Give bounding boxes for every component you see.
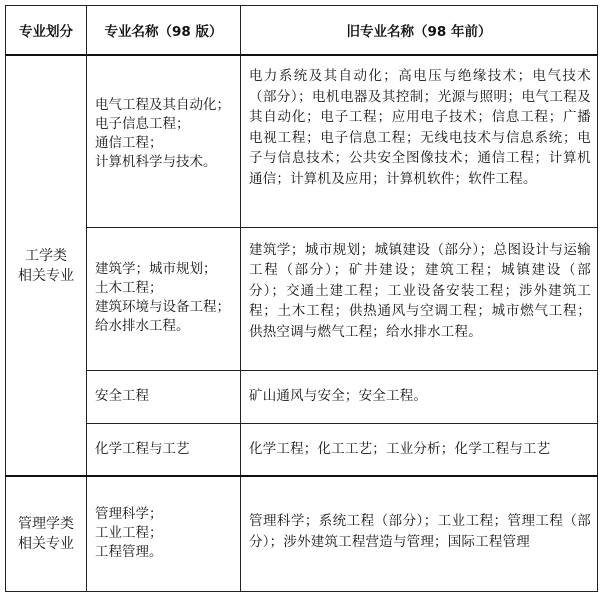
- category-cell-engineering: 工学类 相关专业: [6, 55, 87, 476]
- category-cell-management: 管理学类 相关专业: [6, 476, 87, 591]
- major-cell: 安全工程: [87, 370, 241, 423]
- table-row: [6, 423, 598, 476]
- old-major-cell: 矿山通风与安全；安全工程。: [241, 370, 598, 423]
- major-cell: 电气工程及其自动化； 电子信息工程； 通信工程； 计算机科学与技术。: [87, 55, 241, 227]
- table-row: [6, 370, 598, 423]
- header-old-major: 旧专业名称（98 年前）: [241, 6, 598, 56]
- old-major-cell: 建筑学；城市规划；城镇建设（部分）；总图设计与运输工程（部分）；矿井建设；建筑工程；城镇建设（部分）；交通土建工程；工业设备安装工程；涉外建筑工程；土木工程；供热通风与空调工程；城市燃气工程；供热空调与燃气工程；给水排水工程。: [241, 227, 598, 370]
- table-row: [6, 476, 598, 591]
- header-division: 专业划分: [6, 6, 87, 56]
- major-cell: 管理科学； 工业工程； 工程管理。: [87, 476, 241, 591]
- old-major-cell: 化学工程；化工工艺；工业分析；化学工程与工艺: [241, 423, 598, 476]
- old-major-cell: 管理科学；系统工程（部分）；工业工程；管理工程（部分）；涉外建筑工程营造与管理；国际工程管理: [241, 476, 598, 591]
- major-cell: 建筑学；城市规划； 土木工程； 建筑环境与设备工程； 给水排水工程。: [87, 227, 241, 370]
- old-major-cell: 电力系统及其自动化；高电压与绝缘技术；电气技术（部分）；电机电器及其控制；光源与照明；电气工程及其自动化；电子工程；应用电子技术；信息工程；广播电视工程；电子信息工程；无线电技术与信息系统；电子与信息技术；公共安全图像技术；通信工程；计算机通信；计算机及应用；计算机软件；软件工程。: [241, 55, 598, 227]
- major-mapping-table: [5, 5, 598, 592]
- major-cell: 化学工程与工艺: [87, 423, 241, 476]
- header-major-98: 专业名称（98 版）: [87, 6, 241, 56]
- table-row: [6, 55, 598, 227]
- table-row: [6, 227, 598, 370]
- header-row: [6, 6, 598, 56]
